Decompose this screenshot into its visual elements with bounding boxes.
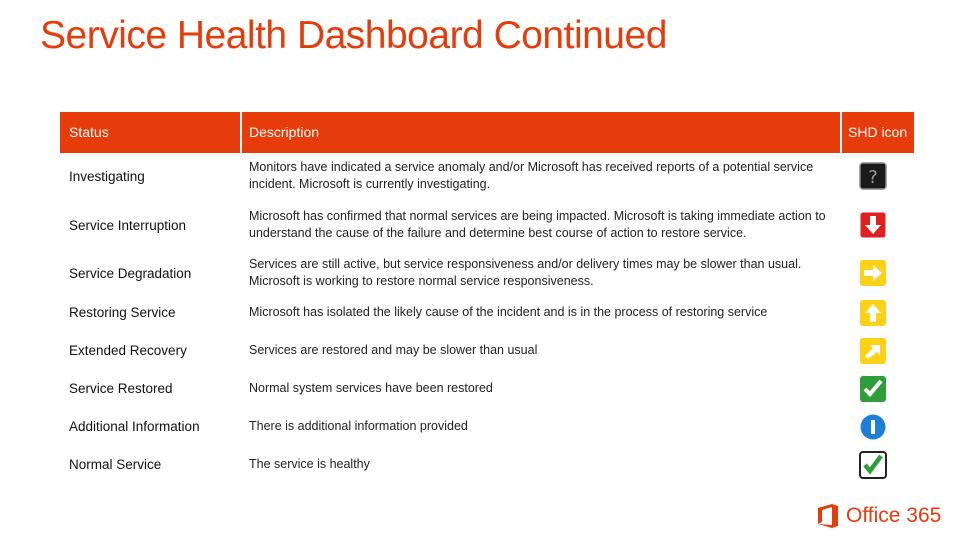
status-description: Services are restored and may be slower than usual — [249, 342, 538, 357]
status-description: There is additional information provided — [249, 418, 468, 433]
status-label: Service Degradation — [69, 265, 192, 281]
table-row — [60, 374, 914, 402]
header-divider — [840, 112, 842, 153]
status-label: Service Restored — [69, 380, 173, 396]
header-status: Status — [69, 124, 109, 140]
office-365-logo — [816, 502, 940, 530]
info-icon — [859, 413, 887, 441]
arrow-up-icon — [859, 299, 887, 327]
status-label: Additional Information — [69, 418, 200, 434]
status-label: Investigating — [69, 168, 145, 184]
arrow-diagonal-icon — [859, 337, 887, 365]
table-row — [60, 203, 914, 247]
status-description: The service is healthy — [249, 456, 370, 471]
status-description: Services are still active, but service responsiveness and/or delivery times may be slower than usual. Microsoft is working to restore normal service responsiveness. — [249, 257, 802, 288]
table-row — [60, 155, 914, 197]
status-label: Extended Recovery — [69, 342, 187, 358]
status-description: Microsoft has isolated the likely cause of the incident and is in the process of restoring service — [249, 304, 768, 319]
svg-text:?: ? — [868, 167, 878, 188]
page-title: Service Health Dashboard Continued — [40, 14, 667, 57]
table-header — [60, 112, 914, 153]
status-label: Restoring Service — [69, 304, 176, 320]
header-shd-icon: SHD icon — [848, 124, 908, 140]
healthy-check-icon — [859, 451, 887, 479]
arrow-down-icon — [859, 211, 887, 239]
status-description: Microsoft has confirmed that normal services are being impacted. Microsoft is taking immediate action to understand the cause of the failure and determine best course of action to restore service. — [249, 209, 826, 240]
status-label: Normal Service — [69, 456, 162, 472]
table-row — [60, 252, 914, 294]
table-row — [60, 336, 914, 364]
status-description: Normal system services have been restored — [249, 380, 493, 395]
status-description: Monitors have indicated a service anomaly and/or Microsoft has received reports of a potential service incident. Microsoft is currently investigating. — [249, 160, 814, 191]
status-label: Service Interruption — [69, 217, 187, 233]
office-365-logo-text: Office 365 — [846, 504, 942, 527]
table-row — [60, 298, 914, 326]
header-divider — [240, 112, 242, 153]
table-row — [60, 450, 914, 478]
header-description: Description — [249, 124, 320, 140]
checkmark-icon — [859, 375, 887, 403]
office-logo-icon — [816, 503, 840, 529]
arrow-right-icon — [859, 259, 887, 287]
table-row — [60, 412, 914, 440]
question-mark-icon — [859, 162, 887, 190]
